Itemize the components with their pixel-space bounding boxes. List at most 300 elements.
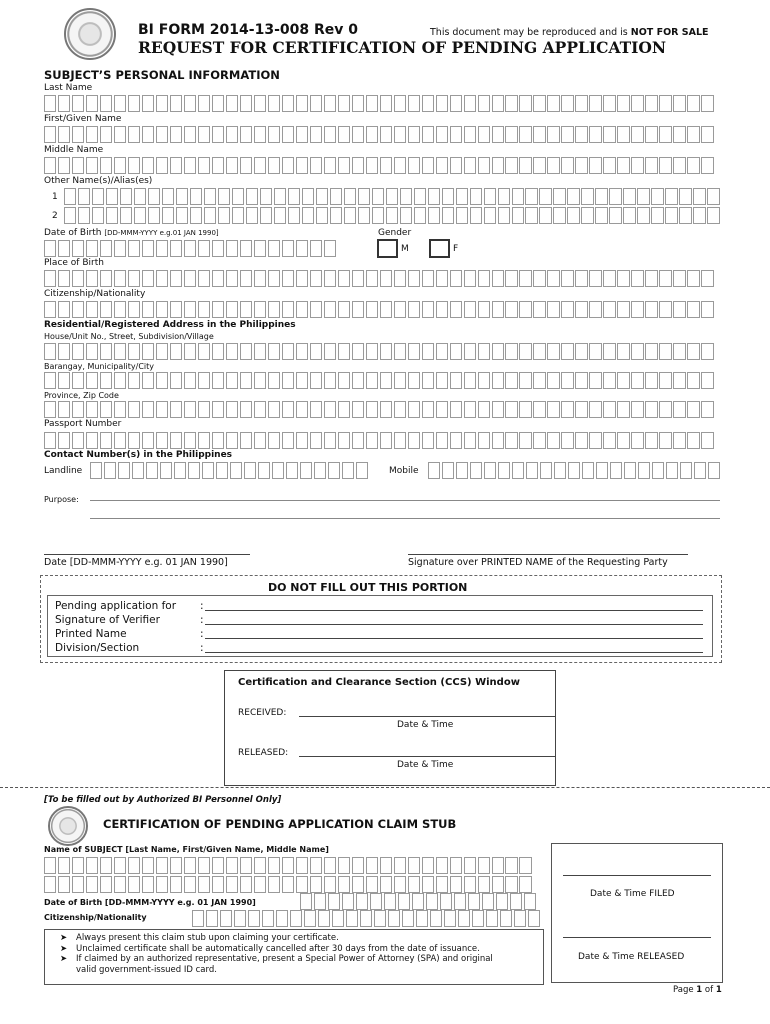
char-box[interactable] bbox=[394, 876, 406, 893]
char-box[interactable] bbox=[72, 372, 84, 389]
char-box[interactable] bbox=[282, 401, 294, 418]
char-box[interactable] bbox=[631, 95, 643, 112]
char-box[interactable] bbox=[338, 876, 350, 893]
char-box[interactable] bbox=[380, 876, 392, 893]
char-box[interactable] bbox=[156, 343, 168, 360]
char-box[interactable] bbox=[134, 188, 146, 205]
char-box[interactable] bbox=[86, 157, 98, 174]
char-box[interactable] bbox=[464, 301, 476, 318]
address-line1-input[interactable] bbox=[44, 343, 715, 360]
char-box[interactable] bbox=[212, 876, 224, 893]
char-box[interactable] bbox=[603, 301, 615, 318]
char-box[interactable] bbox=[240, 401, 252, 418]
char-box[interactable] bbox=[575, 270, 587, 287]
char-box[interactable] bbox=[226, 126, 238, 143]
char-box[interactable] bbox=[332, 910, 344, 927]
char-box[interactable] bbox=[442, 462, 454, 479]
char-box[interactable] bbox=[568, 462, 580, 479]
char-box[interactable] bbox=[637, 207, 649, 224]
char-box[interactable] bbox=[78, 207, 90, 224]
char-box[interactable] bbox=[637, 188, 649, 205]
char-box[interactable] bbox=[226, 401, 238, 418]
char-box[interactable] bbox=[464, 857, 476, 874]
char-box[interactable] bbox=[464, 95, 476, 112]
char-box[interactable] bbox=[478, 270, 490, 287]
char-box[interactable] bbox=[454, 893, 466, 910]
char-box[interactable] bbox=[184, 432, 196, 449]
char-box[interactable] bbox=[589, 301, 601, 318]
char-box[interactable] bbox=[324, 372, 336, 389]
char-box[interactable] bbox=[547, 270, 559, 287]
char-box[interactable] bbox=[687, 270, 699, 287]
char-box[interactable] bbox=[680, 462, 692, 479]
char-box[interactable] bbox=[86, 343, 98, 360]
char-box[interactable] bbox=[575, 126, 587, 143]
char-box[interactable] bbox=[426, 893, 438, 910]
char-box[interactable] bbox=[92, 188, 104, 205]
char-box[interactable] bbox=[492, 372, 504, 389]
char-box[interactable] bbox=[170, 343, 182, 360]
char-box[interactable] bbox=[659, 95, 671, 112]
char-box[interactable] bbox=[176, 207, 188, 224]
char-box[interactable] bbox=[352, 401, 364, 418]
char-box[interactable] bbox=[464, 343, 476, 360]
char-box[interactable] bbox=[148, 207, 160, 224]
char-box[interactable] bbox=[492, 343, 504, 360]
char-box[interactable] bbox=[631, 343, 643, 360]
char-box[interactable] bbox=[240, 876, 252, 893]
char-box[interactable] bbox=[310, 157, 322, 174]
char-box[interactable] bbox=[218, 207, 230, 224]
char-box[interactable] bbox=[687, 401, 699, 418]
char-box[interactable] bbox=[436, 876, 448, 893]
char-box[interactable] bbox=[226, 372, 238, 389]
char-box[interactable] bbox=[156, 126, 168, 143]
char-box[interactable] bbox=[492, 95, 504, 112]
char-box[interactable] bbox=[505, 157, 517, 174]
char-box[interactable] bbox=[673, 126, 685, 143]
char-box[interactable] bbox=[505, 126, 517, 143]
char-box[interactable] bbox=[408, 401, 420, 418]
char-box[interactable] bbox=[100, 432, 112, 449]
char-box[interactable] bbox=[533, 401, 545, 418]
char-box[interactable] bbox=[226, 876, 238, 893]
char-box[interactable] bbox=[114, 270, 126, 287]
char-box[interactable] bbox=[142, 857, 154, 874]
char-box[interactable] bbox=[170, 301, 182, 318]
char-box[interactable] bbox=[526, 462, 538, 479]
char-box[interactable] bbox=[701, 95, 713, 112]
char-box[interactable] bbox=[142, 401, 154, 418]
char-box[interactable] bbox=[44, 857, 56, 874]
char-box[interactable] bbox=[687, 126, 699, 143]
char-box[interactable] bbox=[44, 270, 56, 287]
char-box[interactable] bbox=[673, 372, 685, 389]
char-box[interactable] bbox=[230, 462, 242, 479]
char-box[interactable] bbox=[44, 301, 56, 318]
passport-input[interactable] bbox=[44, 432, 715, 449]
char-box[interactable] bbox=[282, 240, 294, 257]
char-box[interactable] bbox=[603, 372, 615, 389]
char-box[interactable] bbox=[478, 157, 490, 174]
char-box[interactable] bbox=[458, 910, 470, 927]
char-box[interactable] bbox=[450, 876, 462, 893]
char-box[interactable] bbox=[623, 207, 635, 224]
char-box[interactable] bbox=[645, 401, 657, 418]
char-box[interactable] bbox=[310, 240, 322, 257]
char-box[interactable] bbox=[450, 401, 462, 418]
char-box[interactable] bbox=[356, 462, 368, 479]
char-box[interactable] bbox=[198, 343, 210, 360]
char-box[interactable] bbox=[428, 188, 440, 205]
division-line[interactable] bbox=[205, 652, 703, 653]
char-box[interactable] bbox=[450, 343, 462, 360]
char-box[interactable] bbox=[296, 301, 308, 318]
char-box[interactable] bbox=[478, 401, 490, 418]
char-box[interactable] bbox=[268, 876, 280, 893]
printed-name-line[interactable] bbox=[205, 638, 703, 639]
char-box[interactable] bbox=[92, 207, 104, 224]
char-box[interactable] bbox=[268, 270, 280, 287]
char-box[interactable] bbox=[575, 401, 587, 418]
char-box[interactable] bbox=[386, 207, 398, 224]
char-box[interactable] bbox=[352, 95, 364, 112]
char-box[interactable] bbox=[561, 95, 573, 112]
char-box[interactable] bbox=[212, 372, 224, 389]
char-box[interactable] bbox=[170, 372, 182, 389]
char-box[interactable] bbox=[708, 462, 720, 479]
char-box[interactable] bbox=[694, 462, 706, 479]
char-box[interactable] bbox=[142, 432, 154, 449]
char-box[interactable] bbox=[44, 343, 56, 360]
char-box[interactable] bbox=[408, 157, 420, 174]
char-box[interactable] bbox=[114, 876, 126, 893]
char-box[interactable] bbox=[344, 207, 356, 224]
char-box[interactable] bbox=[58, 876, 70, 893]
char-box[interactable] bbox=[86, 240, 98, 257]
char-box[interactable] bbox=[540, 462, 552, 479]
char-box[interactable] bbox=[492, 126, 504, 143]
char-box[interactable] bbox=[470, 462, 482, 479]
char-box[interactable] bbox=[422, 876, 434, 893]
char-box[interactable] bbox=[575, 372, 587, 389]
char-box[interactable] bbox=[212, 157, 224, 174]
char-box[interactable] bbox=[282, 432, 294, 449]
char-box[interactable] bbox=[100, 270, 112, 287]
char-box[interactable] bbox=[342, 893, 354, 910]
char-box[interactable] bbox=[142, 301, 154, 318]
char-box[interactable] bbox=[310, 126, 322, 143]
char-box[interactable] bbox=[248, 910, 260, 927]
char-box[interactable] bbox=[338, 301, 350, 318]
char-box[interactable] bbox=[156, 301, 168, 318]
char-box[interactable] bbox=[324, 876, 336, 893]
char-box[interactable] bbox=[338, 343, 350, 360]
char-box[interactable] bbox=[72, 432, 84, 449]
char-box[interactable] bbox=[659, 343, 671, 360]
pending-app-line[interactable] bbox=[205, 610, 703, 611]
char-box[interactable] bbox=[240, 372, 252, 389]
char-box[interactable] bbox=[547, 126, 559, 143]
char-box[interactable] bbox=[561, 372, 573, 389]
char-box[interactable] bbox=[72, 301, 84, 318]
char-box[interactable] bbox=[478, 301, 490, 318]
char-box[interactable] bbox=[58, 301, 70, 318]
char-box[interactable] bbox=[300, 893, 312, 910]
char-box[interactable] bbox=[58, 401, 70, 418]
char-box[interactable] bbox=[142, 876, 154, 893]
char-box[interactable] bbox=[226, 301, 238, 318]
char-box[interactable] bbox=[288, 207, 300, 224]
char-box[interactable] bbox=[380, 372, 392, 389]
char-box[interactable] bbox=[302, 188, 314, 205]
char-box[interactable] bbox=[282, 876, 294, 893]
char-box[interactable] bbox=[240, 301, 252, 318]
char-box[interactable] bbox=[44, 126, 56, 143]
char-box[interactable] bbox=[416, 910, 428, 927]
char-box[interactable] bbox=[553, 188, 565, 205]
char-box[interactable] bbox=[100, 157, 112, 174]
char-box[interactable] bbox=[581, 207, 593, 224]
char-box[interactable] bbox=[470, 207, 482, 224]
char-box[interactable] bbox=[202, 462, 214, 479]
char-box[interactable] bbox=[268, 857, 280, 874]
char-box[interactable] bbox=[288, 188, 300, 205]
char-box[interactable] bbox=[464, 126, 476, 143]
char-box[interactable] bbox=[232, 188, 244, 205]
char-box[interactable] bbox=[623, 188, 635, 205]
char-box[interactable] bbox=[78, 188, 90, 205]
char-box[interactable] bbox=[547, 372, 559, 389]
char-box[interactable] bbox=[170, 401, 182, 418]
char-box[interactable] bbox=[436, 270, 448, 287]
char-box[interactable] bbox=[344, 188, 356, 205]
char-box[interactable] bbox=[282, 301, 294, 318]
char-box[interactable] bbox=[296, 876, 308, 893]
char-box[interactable] bbox=[170, 876, 182, 893]
char-box[interactable] bbox=[310, 95, 322, 112]
char-box[interactable] bbox=[394, 157, 406, 174]
char-box[interactable] bbox=[338, 126, 350, 143]
char-box[interactable] bbox=[86, 372, 98, 389]
char-box[interactable] bbox=[328, 893, 340, 910]
char-box[interactable] bbox=[554, 462, 566, 479]
char-box[interactable] bbox=[547, 401, 559, 418]
char-box[interactable] bbox=[100, 343, 112, 360]
stub-dob-input[interactable] bbox=[300, 893, 538, 910]
char-box[interactable] bbox=[595, 207, 607, 224]
char-box[interactable] bbox=[352, 876, 364, 893]
char-box[interactable] bbox=[318, 910, 330, 927]
alias-1-input[interactable] bbox=[64, 188, 721, 205]
char-box[interactable] bbox=[609, 207, 621, 224]
char-box[interactable] bbox=[651, 188, 663, 205]
char-box[interactable] bbox=[366, 432, 378, 449]
char-box[interactable] bbox=[314, 462, 326, 479]
char-box[interactable] bbox=[64, 207, 76, 224]
char-box[interactable] bbox=[212, 126, 224, 143]
char-box[interactable] bbox=[128, 876, 140, 893]
char-box[interactable] bbox=[310, 432, 322, 449]
char-box[interactable] bbox=[310, 401, 322, 418]
char-box[interactable] bbox=[352, 126, 364, 143]
char-box[interactable] bbox=[456, 207, 468, 224]
char-box[interactable] bbox=[486, 910, 498, 927]
char-box[interactable] bbox=[276, 910, 288, 927]
char-box[interactable] bbox=[114, 401, 126, 418]
char-box[interactable] bbox=[693, 207, 705, 224]
char-box[interactable] bbox=[240, 126, 252, 143]
char-box[interactable] bbox=[100, 126, 112, 143]
char-box[interactable] bbox=[118, 462, 130, 479]
char-box[interactable] bbox=[174, 462, 186, 479]
char-box[interactable] bbox=[478, 876, 490, 893]
char-box[interactable] bbox=[617, 343, 629, 360]
char-box[interactable] bbox=[498, 207, 510, 224]
char-box[interactable] bbox=[603, 126, 615, 143]
char-box[interactable] bbox=[304, 910, 316, 927]
char-box[interactable] bbox=[146, 462, 158, 479]
char-box[interactable] bbox=[464, 876, 476, 893]
char-box[interactable] bbox=[184, 857, 196, 874]
char-box[interactable] bbox=[512, 188, 524, 205]
last-name-input[interactable] bbox=[44, 95, 715, 112]
char-box[interactable] bbox=[44, 401, 56, 418]
char-box[interactable] bbox=[274, 188, 286, 205]
char-box[interactable] bbox=[58, 372, 70, 389]
char-box[interactable] bbox=[470, 188, 482, 205]
char-box[interactable] bbox=[394, 126, 406, 143]
char-box[interactable] bbox=[268, 401, 280, 418]
char-box[interactable] bbox=[198, 401, 210, 418]
char-box[interactable] bbox=[701, 270, 713, 287]
char-box[interactable] bbox=[631, 157, 643, 174]
char-box[interactable] bbox=[156, 401, 168, 418]
char-box[interactable] bbox=[106, 188, 118, 205]
char-box[interactable] bbox=[184, 95, 196, 112]
char-box[interactable] bbox=[212, 343, 224, 360]
char-box[interactable] bbox=[603, 157, 615, 174]
char-box[interactable] bbox=[204, 188, 216, 205]
char-box[interactable] bbox=[240, 240, 252, 257]
char-box[interactable] bbox=[240, 270, 252, 287]
char-box[interactable] bbox=[338, 401, 350, 418]
char-box[interactable] bbox=[352, 372, 364, 389]
char-box[interactable] bbox=[533, 301, 545, 318]
dob-input[interactable] bbox=[44, 240, 338, 257]
char-box[interactable] bbox=[324, 126, 336, 143]
char-box[interactable] bbox=[645, 343, 657, 360]
char-box[interactable] bbox=[679, 207, 691, 224]
char-box[interactable] bbox=[170, 240, 182, 257]
char-box[interactable] bbox=[296, 270, 308, 287]
char-box[interactable] bbox=[142, 157, 154, 174]
char-box[interactable] bbox=[282, 857, 294, 874]
char-box[interactable] bbox=[436, 157, 448, 174]
char-box[interactable] bbox=[575, 95, 587, 112]
char-box[interactable] bbox=[100, 857, 112, 874]
char-box[interactable] bbox=[484, 462, 496, 479]
char-box[interactable] bbox=[631, 126, 643, 143]
char-box[interactable] bbox=[132, 462, 144, 479]
char-box[interactable] bbox=[120, 207, 132, 224]
char-box[interactable] bbox=[408, 301, 420, 318]
char-box[interactable] bbox=[638, 462, 650, 479]
char-box[interactable] bbox=[645, 270, 657, 287]
char-box[interactable] bbox=[366, 301, 378, 318]
char-box[interactable] bbox=[234, 910, 246, 927]
char-box[interactable] bbox=[519, 401, 531, 418]
char-box[interactable] bbox=[218, 188, 230, 205]
char-box[interactable] bbox=[701, 432, 713, 449]
char-box[interactable] bbox=[254, 270, 266, 287]
char-box[interactable] bbox=[478, 432, 490, 449]
char-box[interactable] bbox=[296, 432, 308, 449]
char-box[interactable] bbox=[358, 188, 370, 205]
char-box[interactable] bbox=[366, 372, 378, 389]
char-box[interactable] bbox=[464, 270, 476, 287]
char-box[interactable] bbox=[430, 910, 442, 927]
char-box[interactable] bbox=[86, 432, 98, 449]
char-box[interactable] bbox=[206, 910, 218, 927]
char-box[interactable] bbox=[156, 270, 168, 287]
char-box[interactable] bbox=[701, 126, 713, 143]
char-box[interactable] bbox=[659, 372, 671, 389]
char-box[interactable] bbox=[414, 188, 426, 205]
char-box[interactable] bbox=[86, 126, 98, 143]
char-box[interactable] bbox=[268, 157, 280, 174]
char-box[interactable] bbox=[114, 240, 126, 257]
char-box[interactable] bbox=[412, 893, 424, 910]
char-box[interactable] bbox=[254, 857, 266, 874]
char-box[interactable] bbox=[260, 188, 272, 205]
char-box[interactable] bbox=[492, 270, 504, 287]
char-box[interactable] bbox=[402, 910, 414, 927]
char-box[interactable] bbox=[478, 372, 490, 389]
char-box[interactable] bbox=[575, 343, 587, 360]
mobile-input[interactable] bbox=[428, 462, 722, 479]
char-box[interactable] bbox=[673, 95, 685, 112]
char-box[interactable] bbox=[170, 95, 182, 112]
char-box[interactable] bbox=[553, 207, 565, 224]
char-box[interactable] bbox=[86, 95, 98, 112]
stub-citizenship-input[interactable] bbox=[192, 910, 542, 927]
char-box[interactable] bbox=[547, 301, 559, 318]
char-box[interactable] bbox=[617, 372, 629, 389]
char-box[interactable] bbox=[519, 301, 531, 318]
char-box[interactable] bbox=[58, 270, 70, 287]
char-box[interactable] bbox=[394, 301, 406, 318]
char-box[interactable] bbox=[358, 207, 370, 224]
char-box[interactable] bbox=[156, 432, 168, 449]
char-box[interactable] bbox=[561, 401, 573, 418]
char-box[interactable] bbox=[268, 240, 280, 257]
char-box[interactable] bbox=[492, 857, 504, 874]
char-box[interactable] bbox=[617, 401, 629, 418]
char-box[interactable] bbox=[72, 401, 84, 418]
char-box[interactable] bbox=[408, 857, 420, 874]
char-box[interactable] bbox=[198, 95, 210, 112]
char-box[interactable] bbox=[603, 432, 615, 449]
char-box[interactable] bbox=[464, 401, 476, 418]
char-box[interactable] bbox=[422, 432, 434, 449]
char-box[interactable] bbox=[687, 372, 699, 389]
char-box[interactable] bbox=[547, 95, 559, 112]
char-box[interactable] bbox=[198, 240, 210, 257]
char-box[interactable] bbox=[428, 462, 440, 479]
char-box[interactable] bbox=[44, 95, 56, 112]
char-box[interactable] bbox=[450, 157, 462, 174]
